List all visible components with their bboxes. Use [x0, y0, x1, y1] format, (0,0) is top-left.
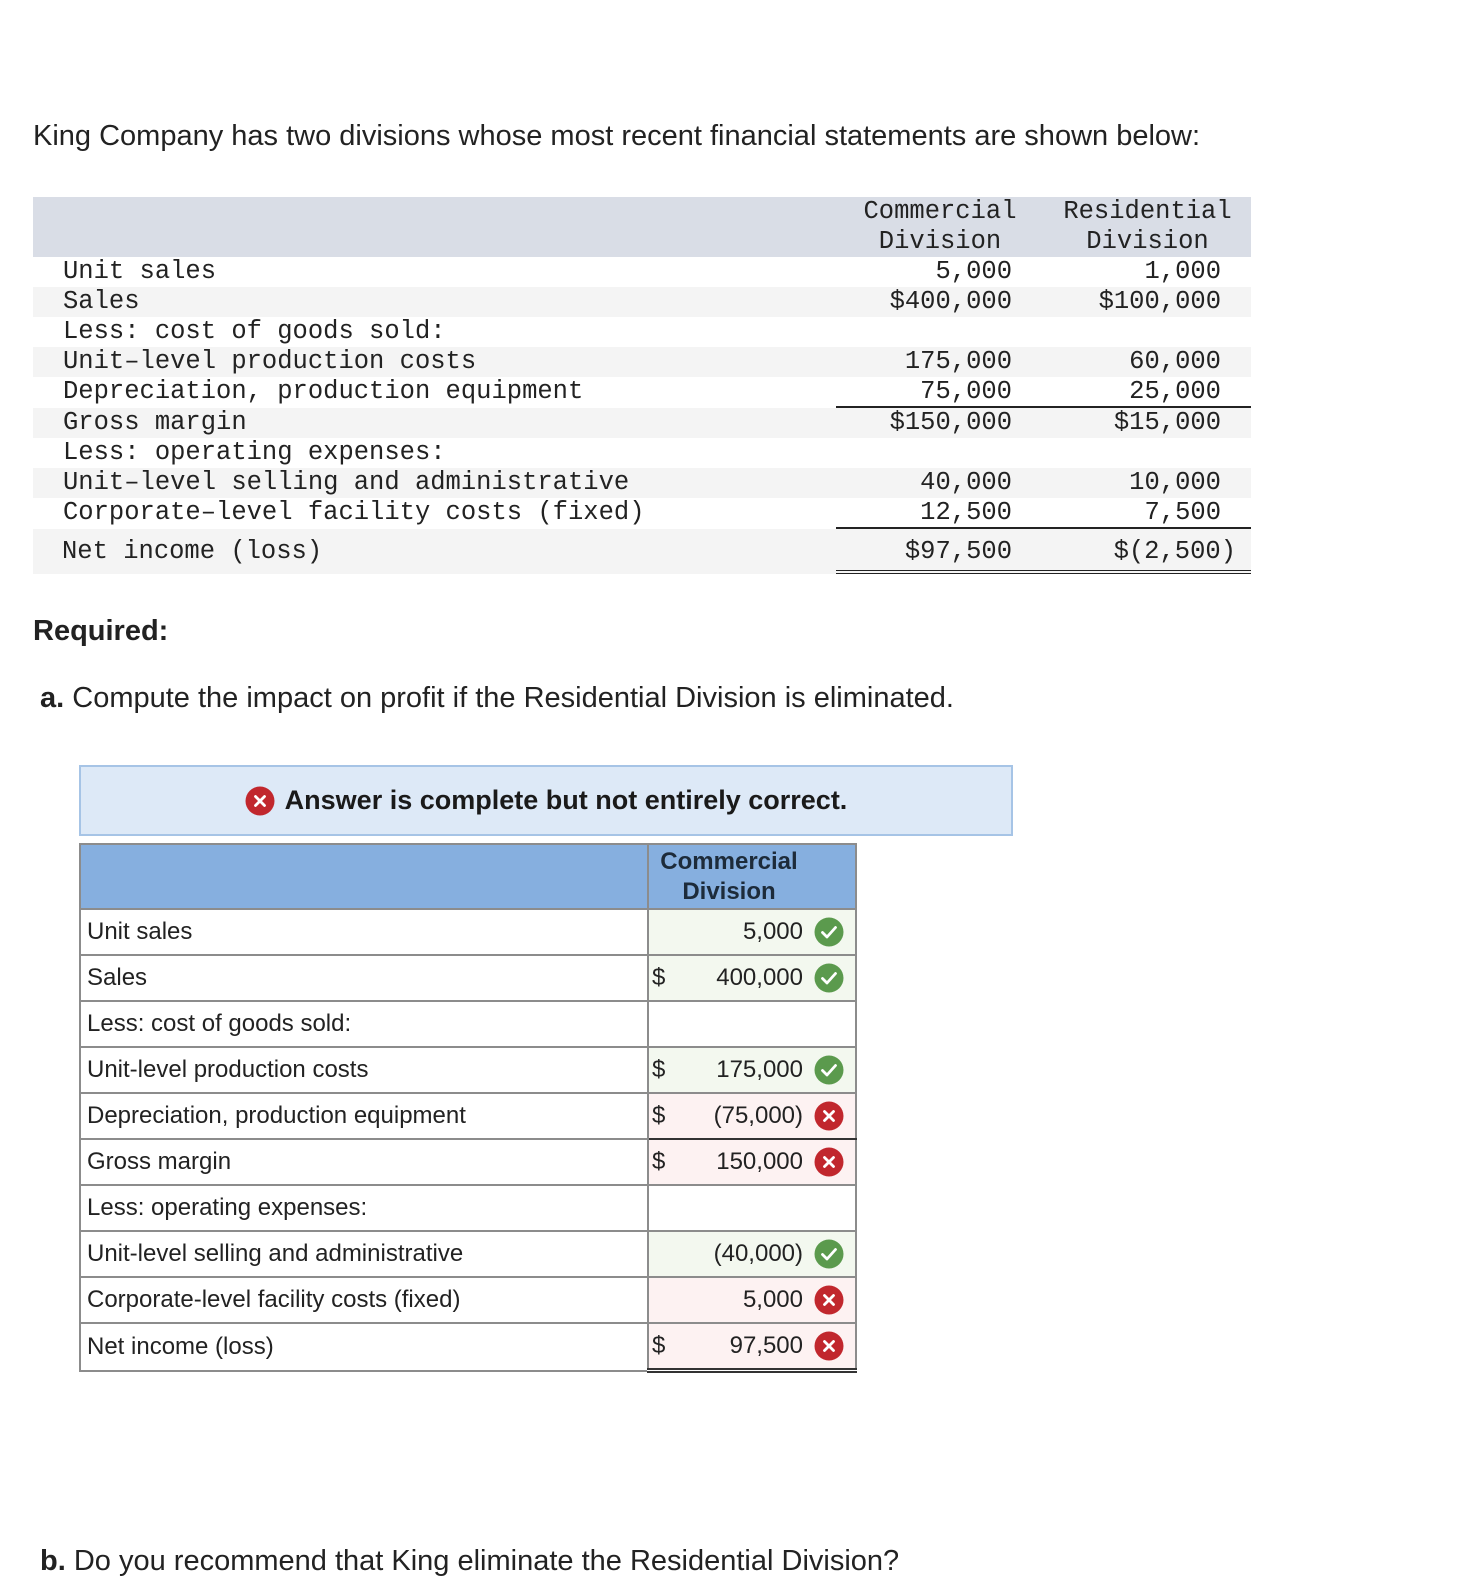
row-label: Unit-level selling and administrative — [80, 1231, 648, 1277]
value-cell — [648, 1047, 856, 1093]
header-line: Commercial — [863, 197, 1017, 226]
statement-row — [33, 498, 1251, 529]
commercial-value: $97,500 — [836, 529, 1044, 574]
value-cell — [648, 1093, 856, 1139]
answer-value: 400,000 — [716, 964, 803, 991]
residential-value: 25,000 — [1044, 377, 1251, 408]
statement-row — [33, 377, 1251, 408]
section-label: Less: operating expenses: — [63, 438, 446, 467]
row-label: Net income (loss) — [80, 1323, 648, 1371]
header-line: Residential — [1063, 197, 1232, 226]
commercial-value: 5,000 — [935, 257, 1012, 286]
answer-value: 150,000 — [716, 1148, 803, 1175]
row-label: Sales — [80, 955, 648, 1001]
commercial-value: 175,000 — [904, 347, 1012, 376]
header-line: Division — [1086, 227, 1209, 256]
check-icon — [814, 917, 844, 947]
answer-status-banner — [79, 765, 1013, 836]
value-cell — [648, 909, 856, 955]
required-heading: Required: — [33, 615, 169, 647]
x-icon — [814, 1285, 844, 1315]
row-label: Corporate-level facility costs (fixed) — [80, 1277, 648, 1323]
value-cell — [648, 1001, 856, 1047]
statement-section-row — [33, 317, 1251, 347]
header-line: Commercial — [660, 847, 798, 875]
answer-row — [80, 1231, 856, 1277]
value-cell — [648, 1185, 856, 1231]
answer-table — [79, 843, 857, 1373]
commercial-value: $150,000 — [889, 408, 1012, 437]
financial-statement-table — [33, 197, 1251, 574]
currency-symbol: $ — [652, 1056, 666, 1083]
answer-total-row — [80, 1323, 856, 1371]
answer-row — [80, 1139, 856, 1185]
answer-value: 97,500 — [729, 1332, 803, 1359]
answer-value: (75,000) — [713, 1102, 803, 1129]
column-header-commercial — [648, 844, 856, 909]
x-icon — [814, 1101, 844, 1131]
answer-row — [80, 955, 856, 1001]
row-label: Corporate–level facility costs (fixed) — [63, 498, 645, 527]
answer-section-row — [80, 1185, 856, 1231]
row-label: Depreciation, production equipment — [80, 1093, 648, 1139]
question-b — [40, 1543, 899, 1579]
row-label: Unit-level production costs — [80, 1047, 648, 1093]
question-label: a. — [40, 682, 65, 714]
column-header-commercial — [836, 197, 1044, 257]
statement-header-row — [33, 197, 1251, 257]
residential-value: 10,000 — [1129, 468, 1221, 497]
header-line: Division — [682, 877, 776, 905]
banner-text: Answer is complete but not entirely correct. — [284, 785, 848, 815]
section-label: Less: operating expenses: — [80, 1185, 648, 1231]
row-label: Net income (loss) — [62, 537, 323, 566]
row-label: Unit–level selling and administrative — [63, 468, 630, 497]
check-icon — [814, 963, 844, 993]
x-icon — [245, 786, 275, 816]
check-icon — [814, 1239, 844, 1269]
commercial-value: $400,000 — [889, 287, 1012, 316]
currency-symbol: $ — [652, 1148, 666, 1175]
residential-value: $15,000 — [1113, 408, 1221, 437]
answer-row — [80, 909, 856, 955]
statement-row — [33, 347, 1251, 377]
currency-symbol: $ — [652, 964, 666, 991]
problem-intro: King Company has two divisions whose most recent financial statements are shown below: — [33, 120, 1201, 152]
answer-row — [80, 1093, 856, 1139]
value-cell — [648, 1139, 856, 1185]
answer-row — [80, 1277, 856, 1323]
residential-value: $100,000 — [1098, 287, 1221, 316]
check-icon — [814, 1055, 844, 1085]
question-a — [40, 680, 954, 716]
question-text: Compute the impact on profit if the Residential Division is eliminated. — [72, 682, 954, 714]
answer-value: 5,000 — [742, 918, 803, 945]
value-cell — [648, 1231, 856, 1277]
residential-value: 7,500 — [1044, 498, 1251, 529]
question-label: b. — [40, 1545, 66, 1577]
answer-header-row — [80, 844, 856, 909]
row-label: Gross margin — [63, 408, 247, 437]
residential-value: 60,000 — [1129, 347, 1221, 376]
x-icon — [814, 1331, 844, 1361]
answer-section-row — [80, 1001, 856, 1047]
label-column-header — [80, 844, 648, 909]
question-text: Do you recommend that King eliminate the Residential Division? — [73, 1545, 900, 1577]
commercial-value: 40,000 — [920, 468, 1012, 497]
section-label: Less: cost of goods sold: — [63, 317, 446, 346]
value-cell — [648, 1323, 856, 1371]
statement-section-row — [33, 438, 1251, 468]
statement-row — [33, 287, 1251, 317]
commercial-value: 75,000 — [836, 377, 1044, 408]
header-line: Division — [878, 227, 1002, 256]
statement-row — [33, 468, 1251, 498]
value-cell — [648, 1277, 856, 1323]
residential-value: 1,000 — [1144, 257, 1221, 286]
answer-value: 5,000 — [742, 1286, 803, 1313]
x-icon — [814, 1147, 844, 1177]
section-label: Less: cost of goods sold: — [80, 1001, 648, 1047]
row-label: Unit sales — [63, 257, 217, 286]
answer-row — [80, 1047, 856, 1093]
column-header-residential — [1044, 197, 1251, 257]
statement-row — [33, 257, 1251, 287]
statement-row — [33, 408, 1251, 438]
value-cell — [648, 955, 856, 1001]
currency-symbol: $ — [652, 1332, 666, 1359]
row-label: Unit sales — [80, 909, 648, 955]
commercial-value: 12,500 — [836, 498, 1044, 529]
answer-value: (40,000) — [713, 1240, 803, 1267]
row-label: Depreciation, production equipment — [63, 377, 584, 406]
residential-value: $(2,500) — [1044, 529, 1251, 574]
row-label: Sales — [63, 287, 140, 316]
answer-value: 175,000 — [716, 1056, 803, 1083]
currency-symbol: $ — [652, 1102, 666, 1129]
statement-total-row — [33, 529, 1251, 574]
row-label: Gross margin — [80, 1139, 648, 1185]
row-label: Unit–level production costs — [63, 347, 477, 376]
